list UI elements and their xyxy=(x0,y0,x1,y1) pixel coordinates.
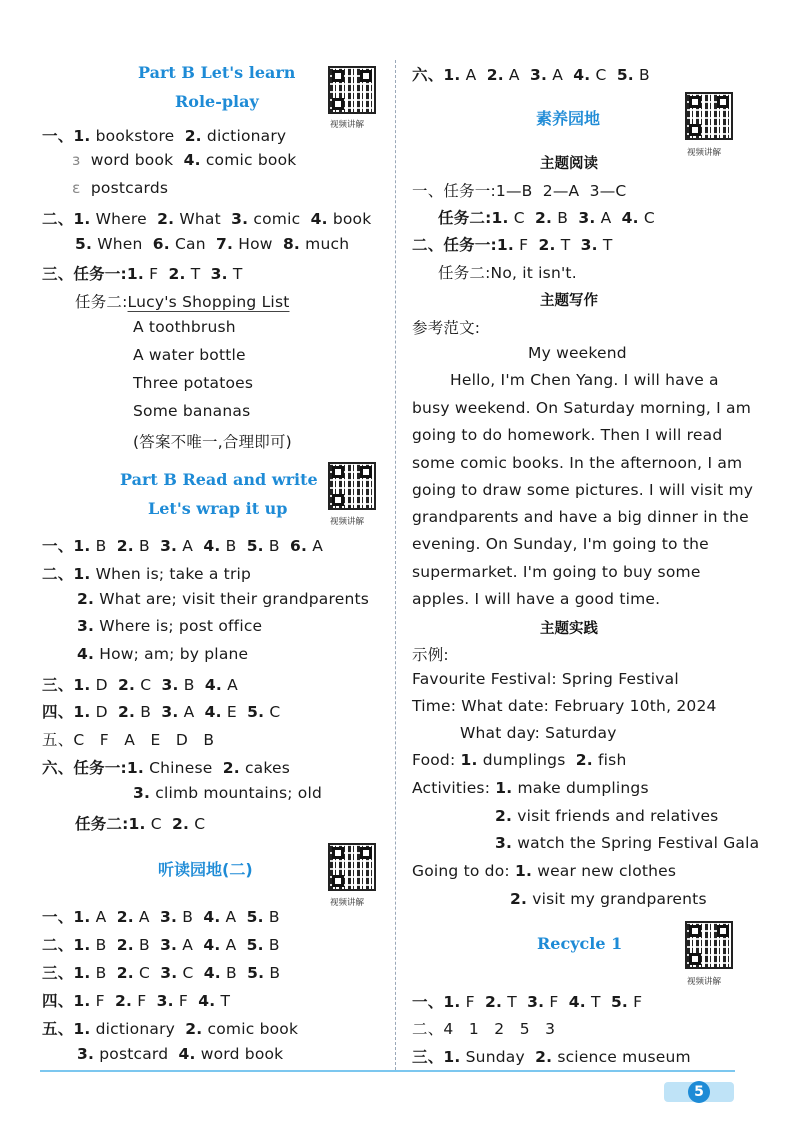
label-reference: 参考范文: xyxy=(412,319,481,337)
list-item: Three potatoes xyxy=(133,374,254,392)
answer-line: 5. When 6. Can 7. How 8. much xyxy=(75,235,350,253)
practice-line: 2. visit friends and relatives xyxy=(495,807,719,825)
essay-line: busy weekend. On Saturday morning, I am xyxy=(412,399,752,417)
essay-line: going to do homework. Then I will read xyxy=(412,426,723,444)
section-title-part-b-lets-learn: Part B Let's learn xyxy=(138,63,296,82)
footer-rule xyxy=(40,1070,735,1072)
answer-line: 一、1. F 2. T 3. F 4. T 5. F xyxy=(412,993,643,1011)
essay-line: evening. On Sunday, I'm going to the xyxy=(412,535,709,553)
page-number: 5 xyxy=(688,1081,710,1103)
practice-line: Favourite Festival: Spring Festival xyxy=(412,670,679,688)
answer-line: 六、任务一:1. Chinese 2. cakes xyxy=(42,759,290,777)
essay-line: Hello, I'm Chen Yang. I will have a xyxy=(450,371,719,389)
practice-line: 2. visit my grandparents xyxy=(510,890,707,908)
practice-line: Food: 1. dumplings 2. fish xyxy=(412,751,627,769)
answer-line: 任务二:Lucy's Shopping List xyxy=(75,293,290,311)
answer-line: 二、1. B 2. B 3. A 4. A 5. B xyxy=(42,936,280,954)
answer-line: 四、1. F 2. F 3. F 4. T xyxy=(42,992,231,1010)
section-title-part-b-read-write: Part B Read and write xyxy=(120,470,318,489)
answer-line: 二、1. When is; take a trip xyxy=(42,565,252,583)
answer-line: 二、1. Where 2. What 3. comic 4. book xyxy=(42,210,372,228)
answer-line: 二、任务一:1. F 2. T 3. T xyxy=(412,236,613,254)
qr-label: 视频讲解 xyxy=(687,148,722,158)
qr-label: 视频讲解 xyxy=(330,898,365,908)
answer-line: 3. postcard 4. word book xyxy=(77,1045,284,1063)
answer-line: 三、1. Sunday 2. science museum xyxy=(412,1048,691,1066)
list-item: A water bottle xyxy=(133,346,246,364)
practice-line: Activities: 1. make dumplings xyxy=(412,779,649,797)
essay-line: apples. I will have a good time. xyxy=(412,590,661,608)
answer-line: 一、任务一:1—B 2—A 3—C xyxy=(412,182,627,200)
section-subtitle-wrap-up: Let's wrap it up xyxy=(148,499,288,518)
subheading-practice: 主题实践 xyxy=(540,621,598,637)
answer-line: 4. How; am; by plane xyxy=(77,645,249,663)
essay-line: grandparents and have a big dinner in the xyxy=(412,508,749,526)
answer-line: 六、1. A 2. A 3. A 4. C 5. B xyxy=(412,66,650,84)
note: (答案不唯一,合理即可) xyxy=(133,433,292,451)
answer-line: 任务二:1. C 2. C xyxy=(75,815,206,833)
essay-title: My weekend xyxy=(528,344,627,362)
essay-line: going to draw some pictures. I will visit my xyxy=(412,481,754,499)
practice-line: Time: What date: February 10th, 2024 xyxy=(412,697,717,715)
label-example: 示例: xyxy=(412,646,449,664)
answer-line: 四、1. D 2. B 3. A 4. E 5. C xyxy=(42,703,281,721)
answer-line: 一、1. bookstore 2. dictionary xyxy=(42,127,287,145)
qr-label: 视频讲解 xyxy=(330,120,365,130)
qr-code-icon[interactable] xyxy=(685,92,733,140)
answer-line: 任务二:1. C 2. B 3. A 4. C xyxy=(438,209,655,227)
essay-line: supermarket. I'm going to buy some xyxy=(412,563,701,581)
subheading-reading: 主题阅读 xyxy=(540,156,598,172)
section-subtitle-role-play: Role-play xyxy=(175,92,259,111)
answer-line: 2. What are; visit their grandparents xyxy=(77,590,370,608)
answer-line: 三、任务一:1. F 2. T 3. T xyxy=(42,265,243,283)
answer-line: ɛ postcards xyxy=(72,179,169,197)
qr-code-icon[interactable] xyxy=(328,843,376,891)
column-divider xyxy=(395,60,396,1070)
practice-line: 3. watch the Spring Festival Gala xyxy=(495,834,760,852)
answer-line: 二、4 1 2 5 3 xyxy=(412,1020,556,1038)
practice-line: Going to do: 1. wear new clothes xyxy=(412,862,677,880)
qr-code-icon[interactable] xyxy=(328,462,376,510)
section-title-recycle: Recycle 1 xyxy=(537,934,623,953)
answer-line: 一、1. A 2. A 3. B 4. A 5. B xyxy=(42,908,280,926)
answer-line: 五、C F A E D B xyxy=(42,731,215,749)
answer-line: 任务二:No, it isn't. xyxy=(438,264,577,282)
list-item: Some bananas xyxy=(133,402,251,420)
answer-line: 五、1. dictionary 2. comic book xyxy=(42,1020,299,1038)
answer-line: ɜ word book 4. comic book xyxy=(72,151,297,169)
qr-label: 视频讲解 xyxy=(687,977,722,987)
answer-line: 三、1. D 2. C 3. B 4. A xyxy=(42,676,238,694)
essay-line: some comic books. In the afternoon, I am xyxy=(412,454,743,472)
qr-code-icon[interactable] xyxy=(685,921,733,969)
practice-line: What day: Saturday xyxy=(460,724,617,742)
subheading-writing: 主题写作 xyxy=(540,293,598,309)
answer-line: 3. Where is; post office xyxy=(77,617,263,635)
answer-line: 三、1. B 2. C 3. C 4. B 5. B xyxy=(42,964,281,982)
qr-code-icon[interactable] xyxy=(328,66,376,114)
answer-line: 一、1. B 2. B 3. A 4. B 5. B 6. A xyxy=(42,537,324,555)
section-title-listening: 听读园地(二) xyxy=(158,860,253,879)
qr-label: 视频讲解 xyxy=(330,517,365,527)
answer-line: 3. climb mountains; old xyxy=(133,784,323,802)
list-item: A toothbrush xyxy=(133,318,236,336)
section-title-literacy: 素养园地 xyxy=(536,109,601,128)
